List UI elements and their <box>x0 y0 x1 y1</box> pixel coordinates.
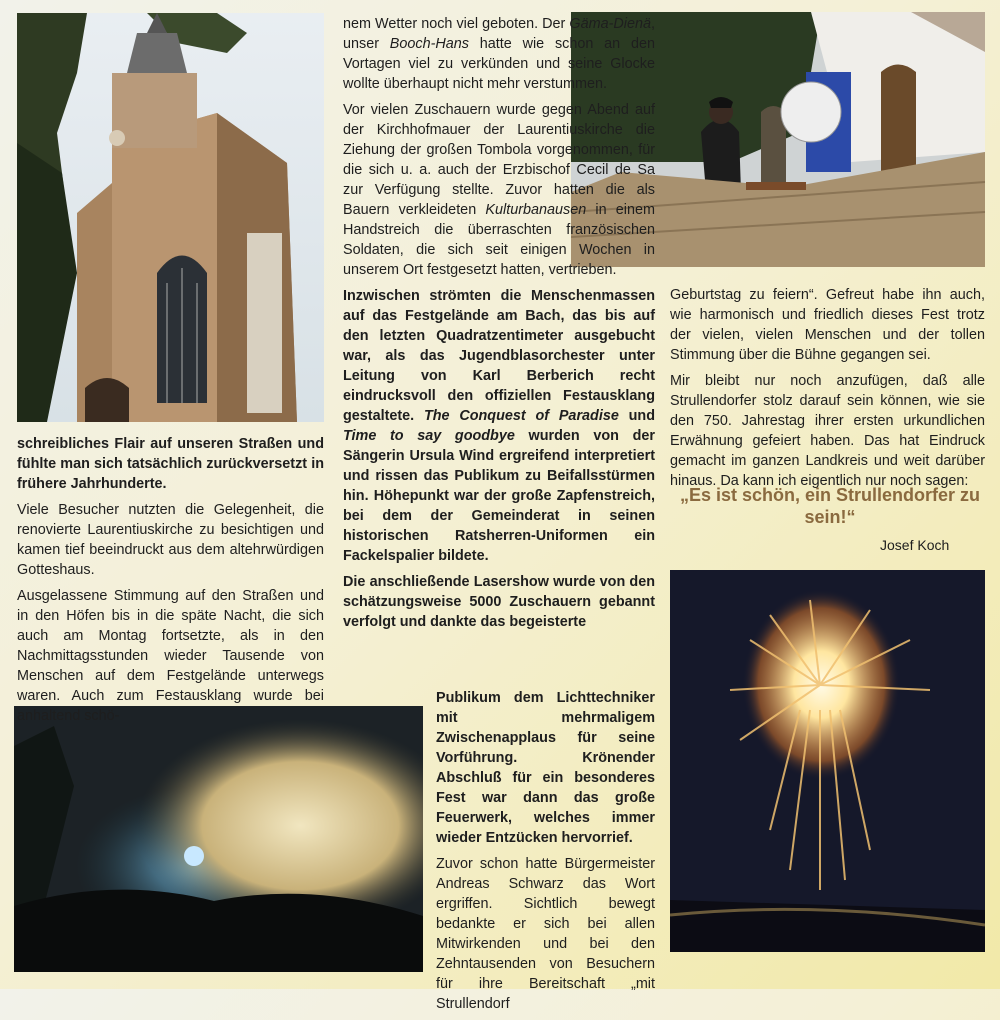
col1-paragraph-3: Ausgelassene Stimmung auf den Straßen und in den Höfen bis in die späte Nacht, die sich auch am Montag fortsetzte, als in den Nachmittagsstunden wieder Tausende von Menschen auf dem Festgelände unterwegs waren. Auch zum Festausklang wurde bei anhaltend schö- <box>17 588 324 724</box>
col2-paragraph-2: Vor vielen Zuschauern wurde gegen Abend auf der Kirchhofmauer der Laurentiuskirche die Ziehung der großen Tombola vorgenommen, für die sich u. a. auch der Erzbischof Cecil de Sa zur Verfügung stellte. Zuvor hatten die als Bauern verkleideten Kulturbanausen in einem Handstreich die überraschten französischen Soldaten, die sich seit einigen Wochen in unserem Ort festgesetzt hatten, vertrieben. <box>343 102 655 278</box>
column-1-text <box>17 434 324 732</box>
col2-paragraph-1: nem Wetter noch viel geboten. Der Gäma-Dienä, unser Booch-Hans hatte wie schon an den Vortagen viel zu verkünden und seine Glocke wollte überhaupt nicht mehr verstummen. <box>343 16 655 92</box>
church-photo <box>17 13 324 422</box>
closing-quote: „Es ist schön, ein Strullendorfer zu sein!“ <box>679 485 981 527</box>
col2-paragraph-4b: Publikum dem Lichttechniker mit mehrmaligem Zwischenapplaus für seine Vorführung. Krönender Abschluß für ein besonderes Fest war dann das große Feuerwerk, welches immer wieder Entzücken hervorrief. <box>436 690 655 846</box>
col2-paragraph-4a: Die anschließende Lasershow wurde von den schätzungsweise 5000 Zuschauern gebannt verfolgt und dankte das begeisterte <box>343 574 655 630</box>
col3-paragraph-2: Mir bleibt nur noch anzufügen, daß alle Strullendorfer stolz darauf sein können, wie sie den 750. Jahrestag ihrer ersten urkundlichen Erwähnung gefeiert haben. Das hat Eindruck gemacht im ganzen Landkreis und weit darüber hinaus. Da kann ich eigentlich nur noch sagen: <box>670 373 985 489</box>
col3-paragraph-1: Geburtstag zu feiern“. Gefreut habe ihn auch, wie harmonisch und friedlich dieses Fest trotz der vielen, vielen Menschen und der tollen Stimmung über die Bühne gegangen sei. <box>670 287 985 363</box>
author-signature: Josef Koch <box>880 537 950 553</box>
col2-paragraph-3: Inzwischen strömten die Menschenmassen auf das Festgelände am Bach, das bis auf den letzten Quadratzentimeter ausgebucht war, als das Jugendblasorchester unter Leitung von Karl Berberich recht eindrucksvoll den offiziellen Festausklang gestaltete. The Conquest of Paradise und Time to say goodbye wurden von der Sängerin Ursula Wind ergreifend interpretiert und rissen das Publikum zu Beifallsstürmen hin. Höhepunkt war der große Zapfenstreich, bei dem der Gemeinderat in seinen historischen Ratsherren-Uniformen ein Fackelspalier bildete. <box>343 288 655 564</box>
laser-show-photo <box>14 706 423 972</box>
fireworks-photo <box>670 570 985 952</box>
col2-paragraph-5: Zuvor schon hatte Bürgermeister Andreas Schwarz das Wort ergriffen. Sichtlich bewegt bedankte er sich bei allen Mitwirkenden und bei den Zehntausenden von Besuchern für ihre Bereitschaft „mit Strullendorf <box>436 856 655 1012</box>
col1-paragraph-2: Viele Besucher nutzten die Gelegenheit, die renovierte Laurentiuskirche zu besichtigen und kamen tief beeindruckt aus dem altehrwürdigen Gotteshaus. <box>17 502 324 578</box>
column-2-continuation <box>436 688 655 1020</box>
column-3-text <box>670 285 985 497</box>
column-2-text <box>343 14 655 638</box>
col1-paragraph-1: schreibliches Flair auf unseren Straßen und fühlte man sich tatsächlich zurückversetzt in frühere Jahrhunderte. <box>17 436 324 492</box>
